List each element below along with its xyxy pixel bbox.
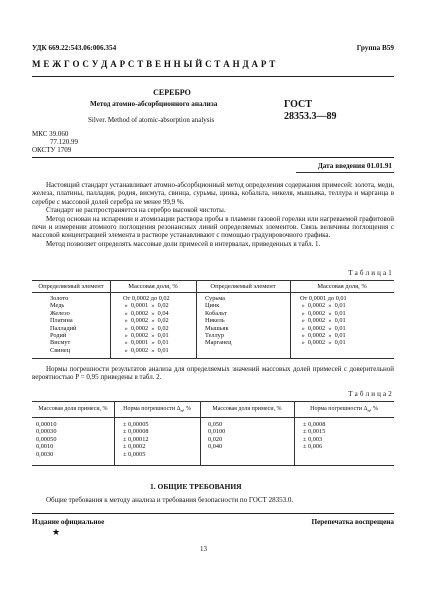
table1-header-element: Определяемый элемент (38, 283, 104, 290)
error-norms-text-block (32, 365, 394, 382)
udk-code: УДК 669.22:543.06:006.354 (32, 44, 117, 52)
table2-right-mass: 0,050 0,0100 0,020 0,040 (208, 421, 226, 451)
star-icon: ★ (52, 527, 61, 537)
standard-heading: М Е Ж Г О С У Д А Р С Т В Е Н Н Ы Й С Т А Н Д А Р Т (32, 59, 276, 69)
table1-divider-2 (196, 280, 197, 358)
reprint-notice: Перепечатка воспрещена (311, 518, 394, 526)
codes-divider (32, 157, 394, 158)
paragraph-error-norms: Нормы погрешности результатов анализа для определяемых значений массовых долей примесей с доверительной вероятностью P = 0,95 приведены в табл. 2. (32, 365, 394, 382)
okstu-code: ОКСТУ 1709 (32, 146, 72, 154)
table2-header-mass: Массовая доля примеси, % (38, 406, 108, 412)
table1-header-border (32, 292, 394, 293)
group-code: Группа В59 (356, 44, 394, 52)
table2-bottom-border (32, 465, 394, 466)
table2-top-border (32, 401, 394, 402)
table2-caption: Т а б л и ц а 2 (348, 390, 392, 398)
page-number: 13 (200, 545, 207, 553)
doc-english-title: Silver. Method of atomic-absorption analysis (88, 116, 215, 124)
table1-bottom-border (32, 358, 394, 359)
table2-header-mass-2: Массовая доля примеси, % (212, 406, 282, 412)
table1-header-element-2: Определяемый элемент (210, 283, 276, 290)
intro-date-value: 01.01.91 (366, 162, 392, 170)
intro-date-underline (296, 172, 394, 173)
paragraph-ranges: Метод позволяет определять массовые доли примесей в интервалах, приведенных в табл. 1. (46, 239, 321, 248)
mks-code: МКС 39.060 (32, 130, 69, 138)
table1-caption: Т а б л и ц а 1 (348, 269, 392, 277)
body-text-block (32, 181, 394, 248)
paragraph-scope: Настоящий стандарт устанавливает атомно-абсорбционный метод определения содержания примесей: золота, меди, железа, платины, палладия, родия, висмута, свинца, сурьмы, цинка, кобальта, никеля, мышьяка, теллура и марганца в серебре с массовой долей серебра не менее 99,9 %. (32, 181, 394, 206)
table1-header-mass-2: Массовая доля, % (317, 283, 367, 290)
paragraph-exclusion: Стандарт не распространяется на серебро высокой чистоты. (46, 206, 226, 215)
table1-right-elements: Сурьма Цинк Кобальт Никель Мышьяк Теллур Марганец (205, 295, 232, 347)
table1-top-border (32, 280, 394, 281)
intro-date-label: Дата введения (317, 162, 366, 170)
gost-label: ГОСТ (284, 99, 312, 110)
table2-left-error: ± 0,00005 ± 0,00008 ± 0,00012 ± 0,0002 ± 0,0005 (123, 421, 149, 458)
table1-left-values: От 0,0002 до 0,02 » 0,0001 » 0,02 » 0,0002 » 0,04 » 0,0002 » 0,02 » 0,0002 » 0,02 » 0,0002 » 0,01 » 0,0001 » 0,01 » 0,0002 » 0,01 (123, 295, 170, 354)
table2-header-error: Норма погрешности $\Delta_н$, % (123, 406, 191, 414)
table2-header-error-2: Норма погрешности $\Delta_н$, % (310, 406, 378, 414)
section-title: 1. ОБЩИЕ ТРЕБОВАНИЯ (150, 482, 242, 491)
table1-right-values: От 0,0001 до 0,01 » 0,0002 » 0,01 » 0,0002 » 0,01 » 0,0002 » 0,01 » 0,0002 » 0,01 » 0,0002 » 0,01 » 0,0002 » 0,01 (300, 295, 347, 347)
table2-left-mass: 0,00010 0,00030 0,00050 0,0010 0,0030 (36, 421, 57, 458)
doc-subtitle: Метод атомно-абсорбционного анализа (90, 100, 218, 108)
table2-header-border (32, 417, 394, 418)
gost-number: 28353.3—89 (284, 111, 337, 122)
official-edition: Издание официальное (32, 518, 105, 526)
intro-date (318, 162, 392, 170)
table1-left-elements: Золото Медь Железо Платина Палладий Родий Висмут Свинец (50, 295, 77, 354)
header-divider (32, 76, 394, 77)
doc-title: СЕРЕБРО (153, 88, 191, 97)
footer-divider (32, 513, 394, 514)
table1-divider-3 (290, 280, 291, 358)
mks-code-2: 77.120.99 (50, 138, 78, 146)
section-text-block (32, 496, 394, 504)
table2-right-error: ± 0,0008 ± 0,0015 ± 0,003 ± 0,006 (303, 421, 326, 451)
table1-header-mass: Массовая доля, % (128, 283, 178, 290)
paragraph-general-requirements: Общие требования к методу анализа и требования безопасности по ГОСТ 28353.0. (46, 496, 294, 504)
table1-divider-1 (110, 280, 111, 358)
paragraph-method: Метод основан на испарении и атомизации раствора пробы в пламени газовой горелки или нагреваемой графитовой печи и измерении атомного поглощения резонансных линий определяемых элементов. Связь величины поглощения с массовой концентрацией элемента в растворе устанавливают с помощью градуировочного графика. (32, 214, 394, 240)
